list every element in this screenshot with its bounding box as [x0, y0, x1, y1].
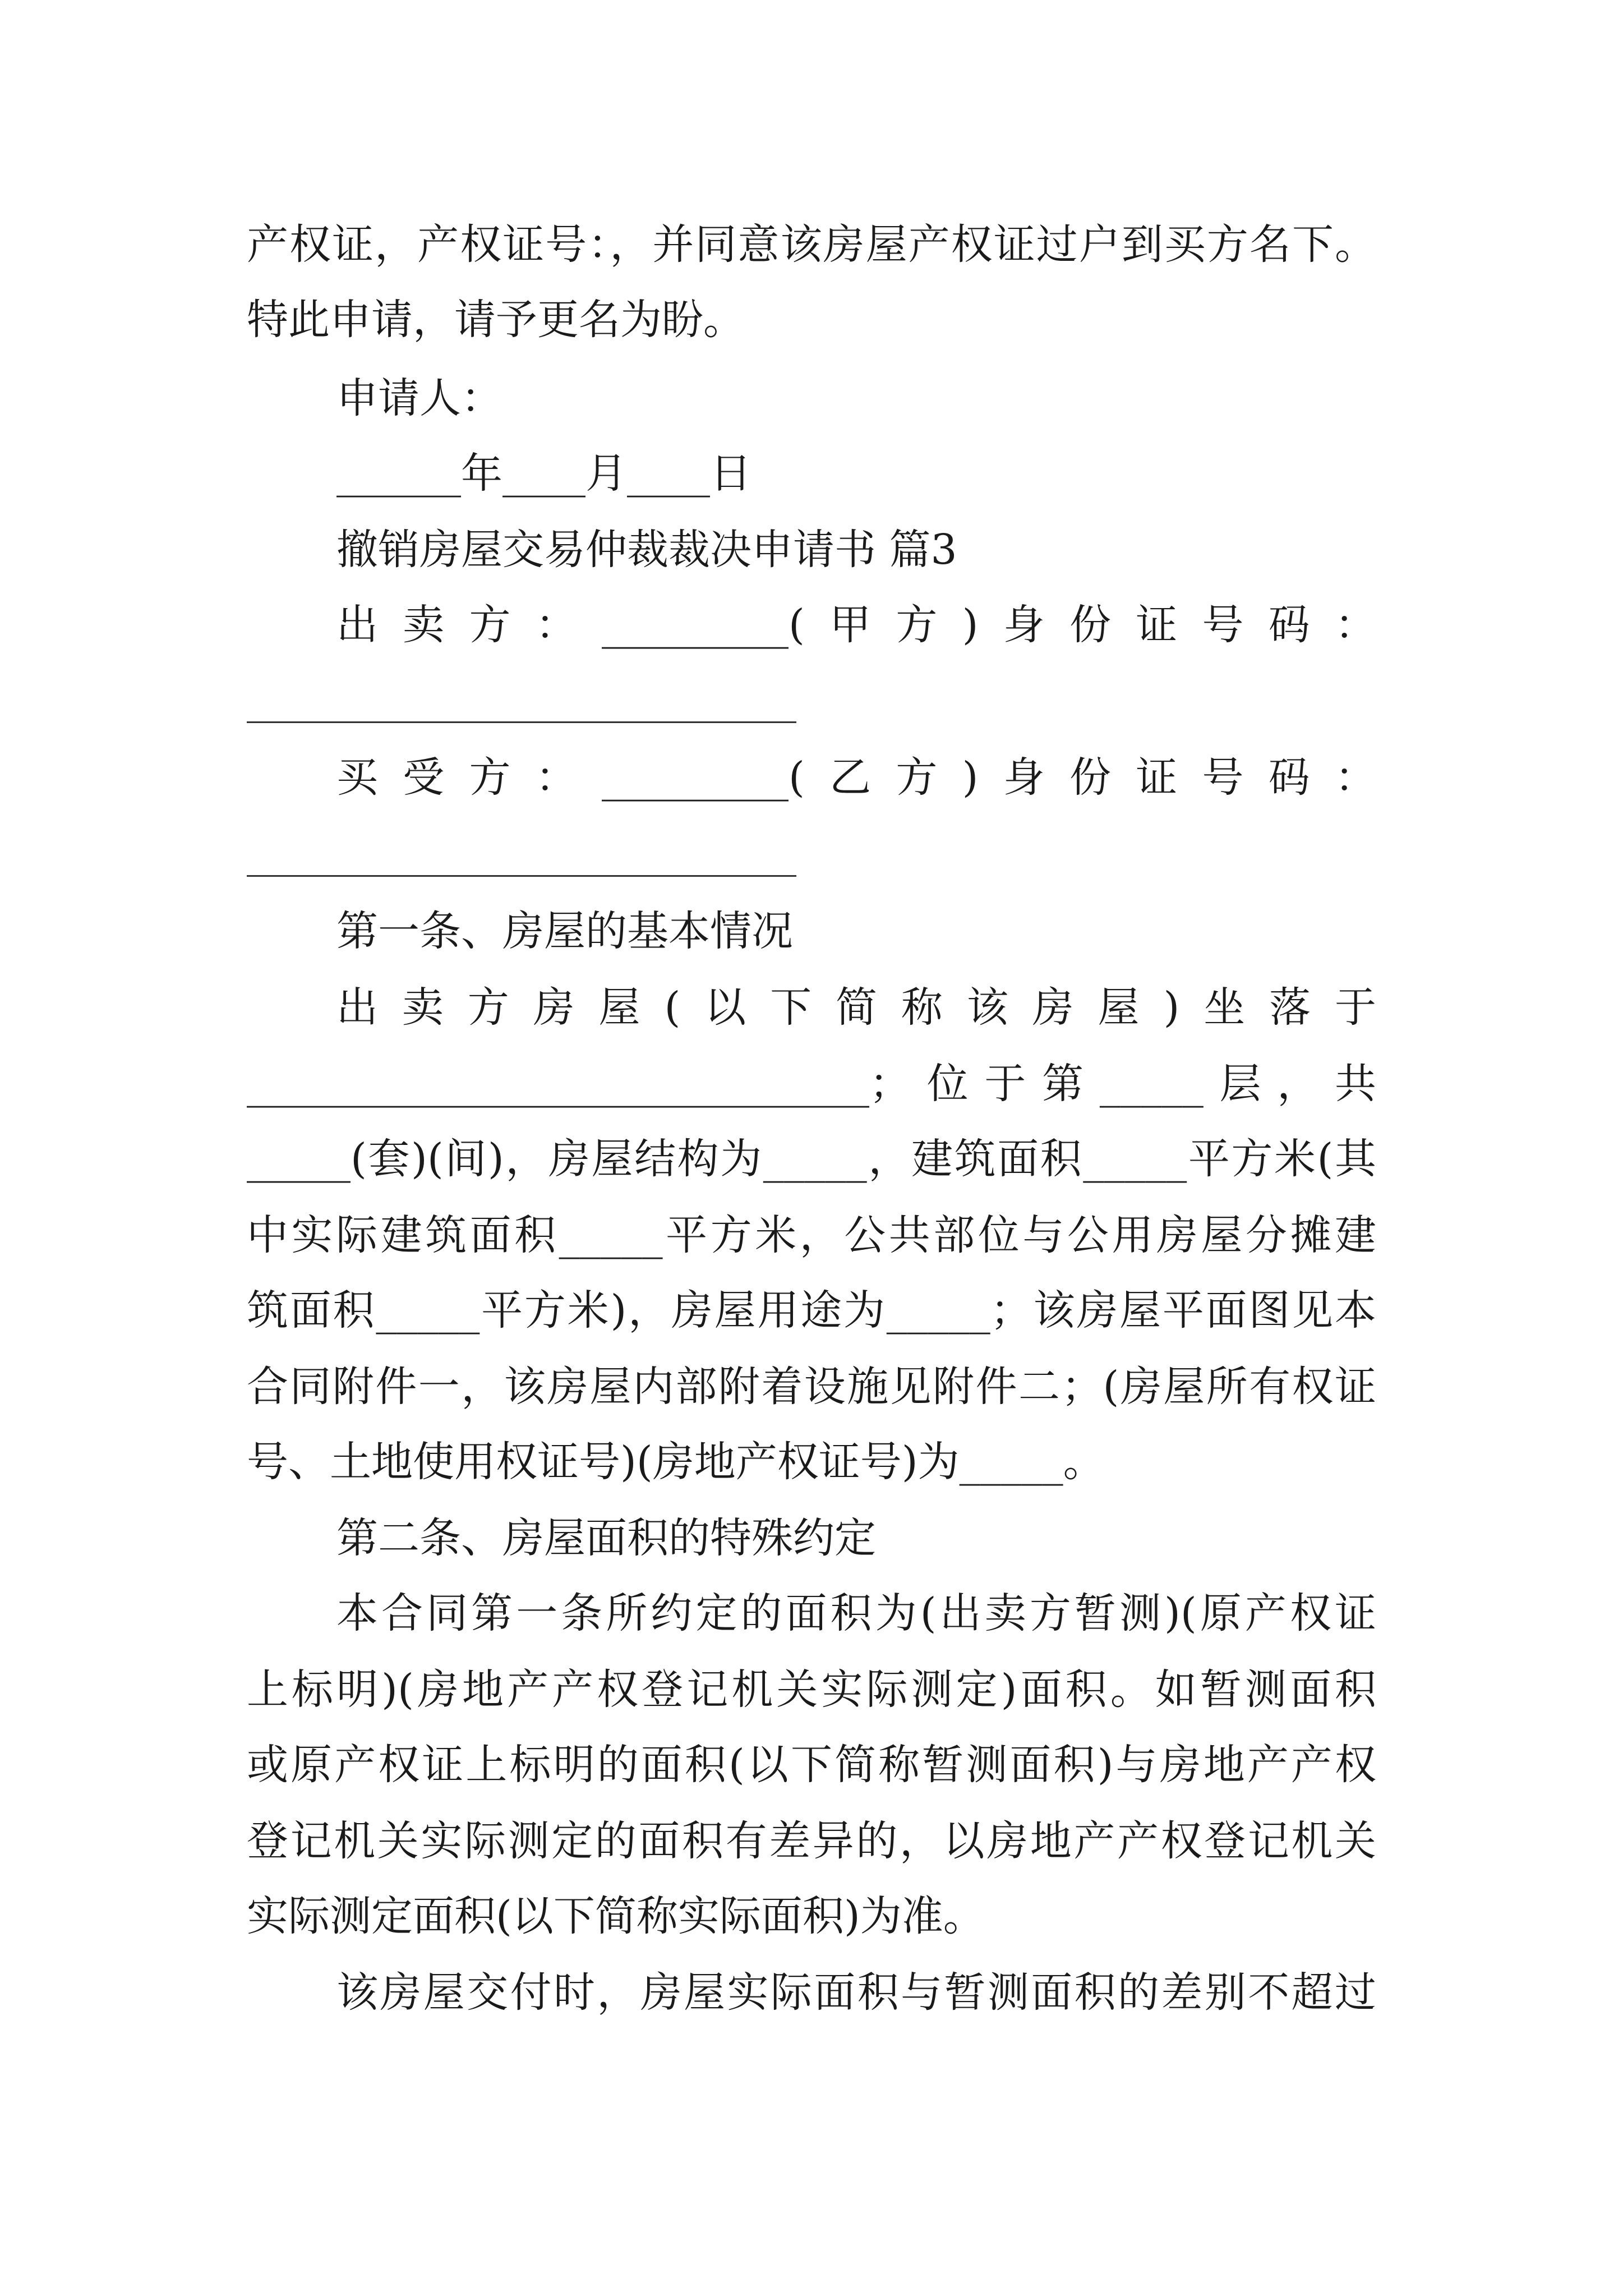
seller-id-blank [247, 721, 796, 723]
text-line-article-2-2: 上标明)(房地产产权登记机关实际测定)面积。如暂测面积 [247, 1665, 1376, 1714]
text-line-article-1-7: 号、土地使用权证号)(房地产权证号)为_____。 [247, 1438, 1105, 1486]
article-2-heading: 第二条、房屋面积的特殊约定 [336, 1514, 876, 1562]
text-line-article-2-3: 或原产权证上标明的面积(以下简称暂测面积)与房地产产权 [247, 1741, 1376, 1789]
buyer-id-blank [247, 875, 796, 877]
date-line: ______年____月____日 [336, 449, 751, 498]
text-line-article-2-6: 该房屋交付时，房屋实际面积与暂测面积的差别不超过 [336, 1968, 1376, 2017]
applicant-label: 申请人： [336, 374, 502, 422]
text-line-article-1-4: 中实际建筑面积_____平方米，公共部位与公用房屋分摊建 [247, 1211, 1376, 1259]
text-line-article-1-2: ______________________________；位于第_____层，共 [247, 1060, 1376, 1108]
text-line-1: 产权证，产权证号：，并同意该房屋产权证过户到买方名下。 [247, 220, 1376, 269]
text-line-article-1-6: 合同附件一，该房屋内部附着设施见附件二；(房屋所有权证 [247, 1363, 1376, 1411]
text-line-2: 特此申请，请予更名为盼。 [247, 296, 745, 344]
seller-line: 出卖方：_________(甲方)身份证号码： [336, 601, 1376, 649]
text-line-article-1-1: 出卖方房屋(以下简称该房屋)坐落于 [336, 983, 1376, 1032]
article-1-heading: 第一条、房屋的基本情况 [336, 907, 793, 955]
text-line-article-2-1: 本合同第一条所约定的面积为(出卖方暂测)(原产权证 [336, 1589, 1376, 1637]
text-line-article-1-3: _____(套)(间)，房屋结构为_____，建筑面积_____平方米(其 [247, 1135, 1376, 1183]
text-line-article-2-4: 登记机关实际测定的面积有差异的，以房地产产权登记机关 [247, 1817, 1376, 1865]
buyer-line: 买受方：_________(乙方)身份证号码： [336, 753, 1376, 802]
text-line-article-2-5: 实际测定面积(以下简称实际面积)为准。 [247, 1892, 985, 1940]
text-line-article-1-5: 筑面积_____平方米)，房屋用途为_____；该房屋平面图见本 [247, 1286, 1376, 1335]
section-title: 撤销房屋交易仲裁裁决申请书 篇3 [336, 526, 957, 574]
